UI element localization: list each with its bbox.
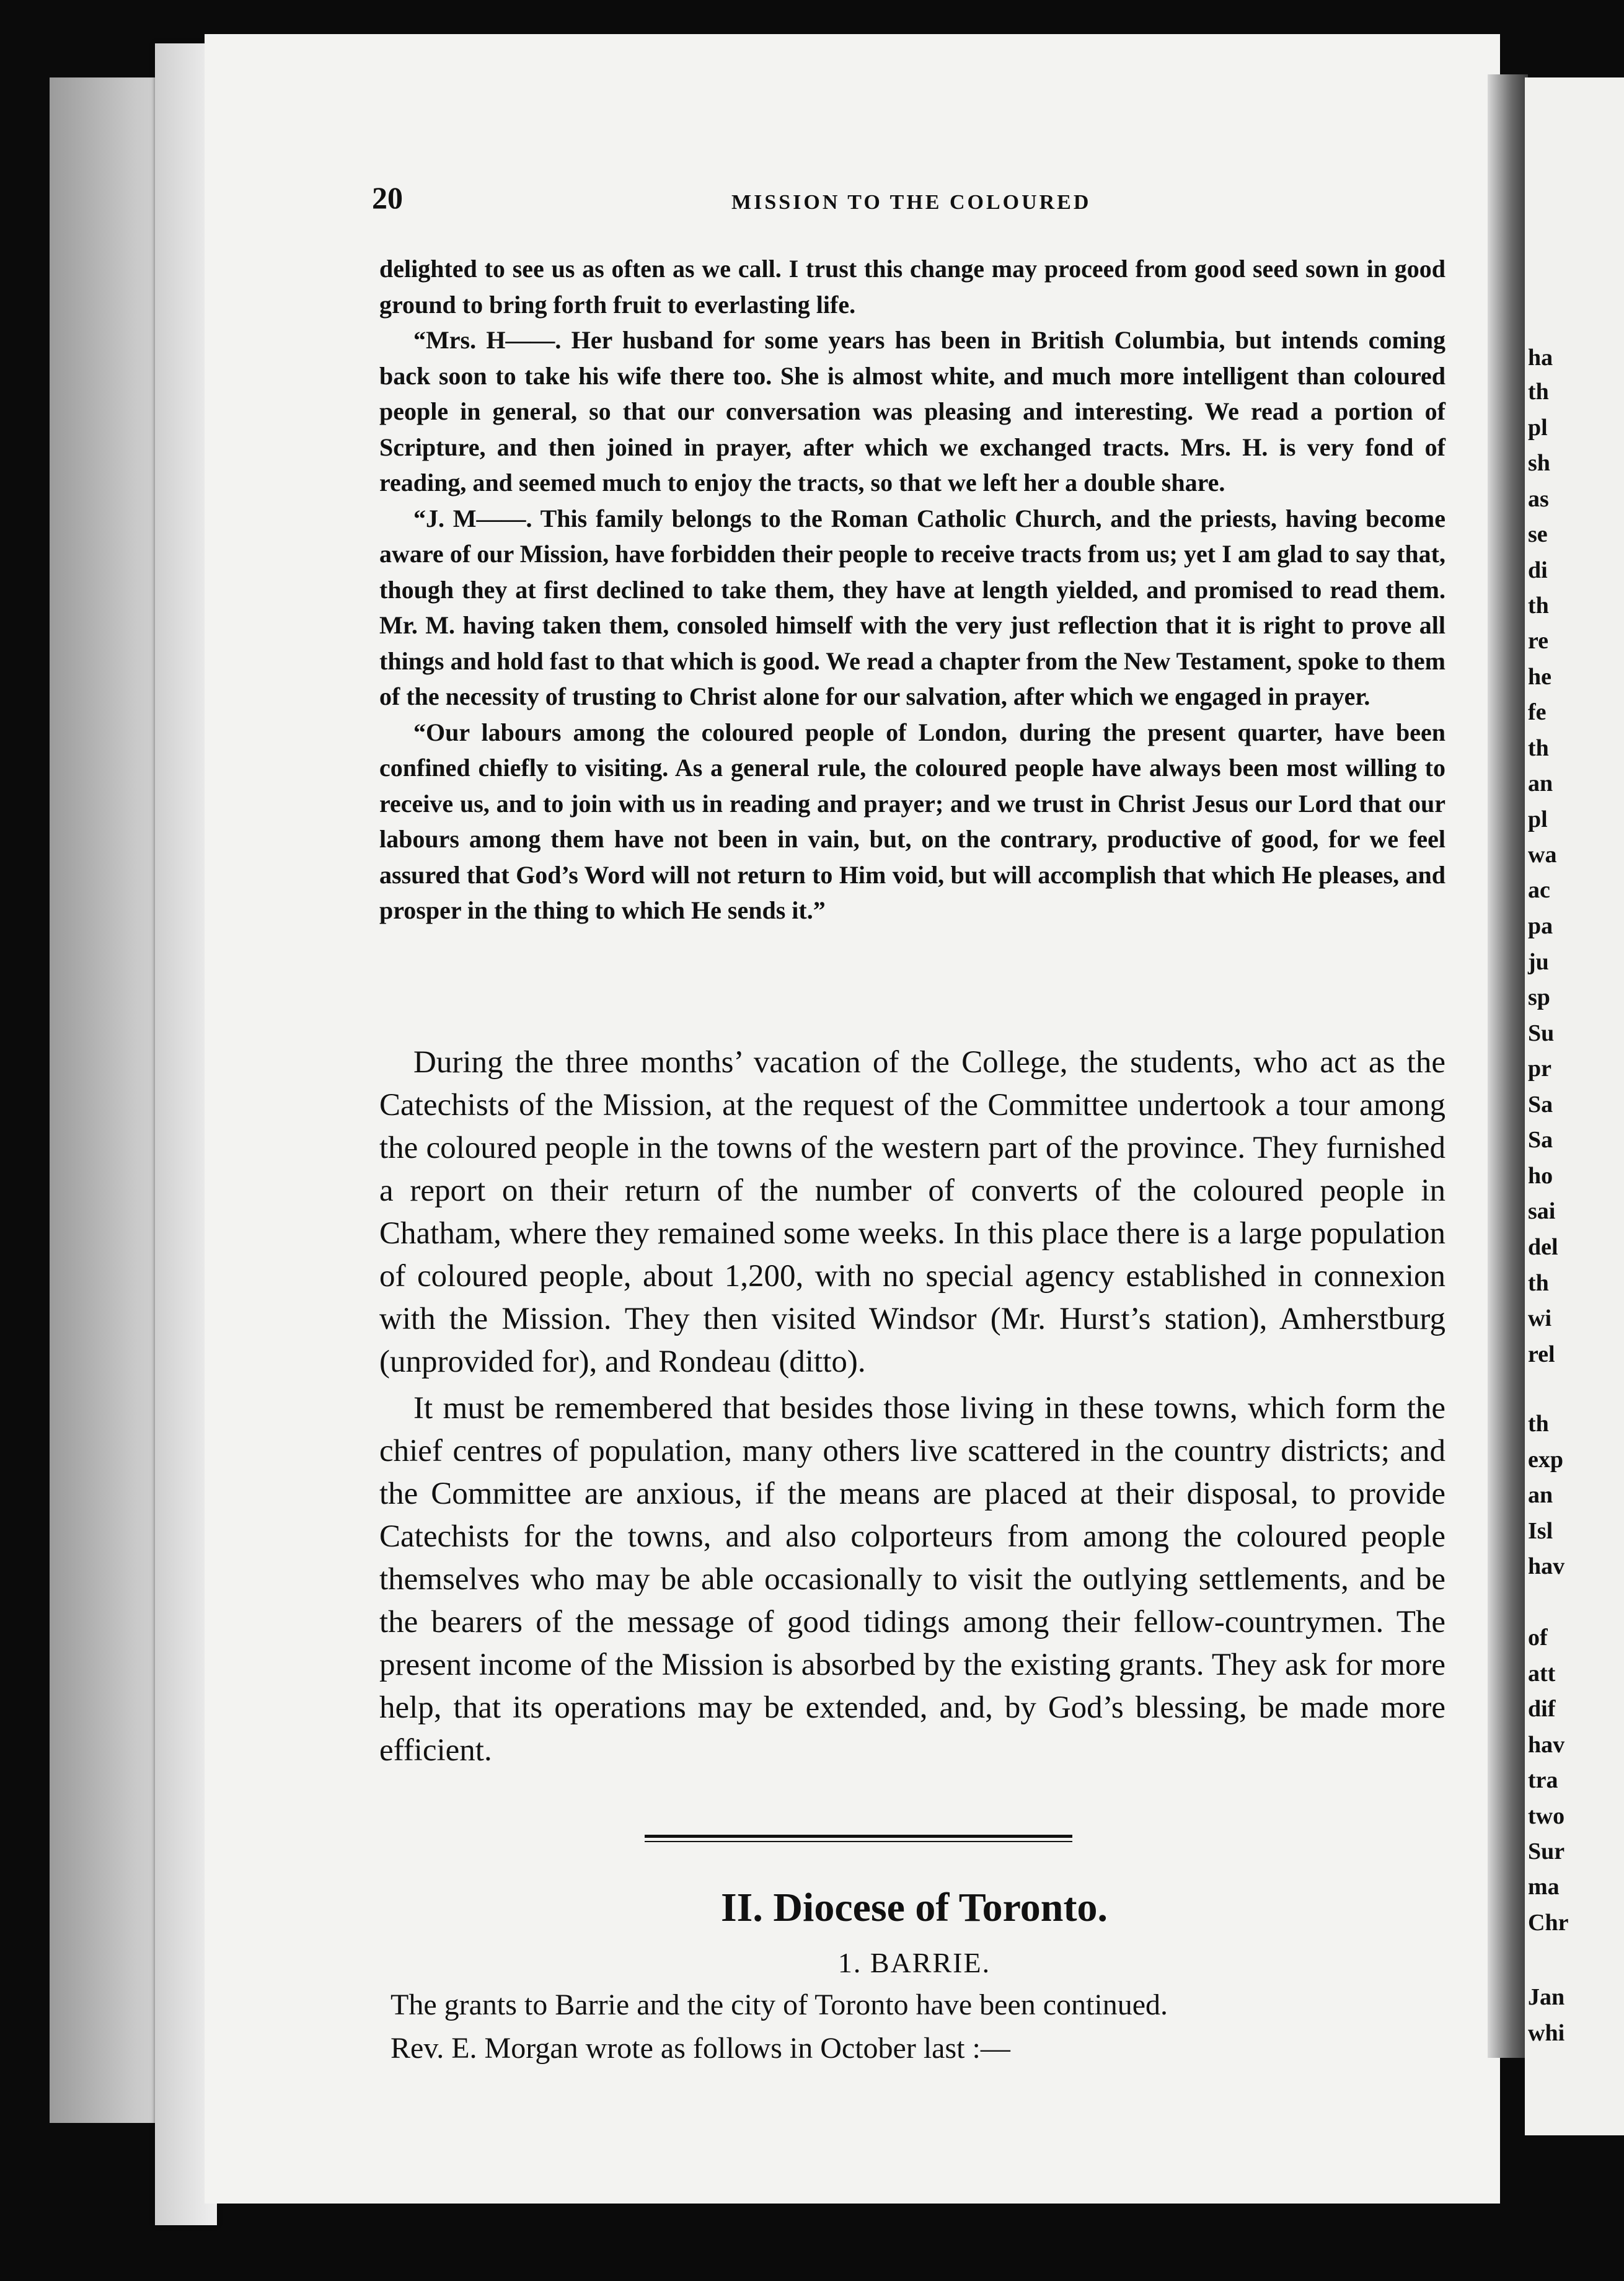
facing-page-fragment: th [1528, 1411, 1549, 1437]
facing-page-fragment: th [1528, 593, 1549, 619]
facing-page-fragment: whi [1528, 2020, 1565, 2046]
quoted-paragraph: “Mrs. H——. Her husband for some years has been in British Columbia, but intends coming back soon to take his wife there too. She is almost white, and much more intelligent than coloured people in general, so that our conversation was pleasing and interesting. We read a portion of Scripture, and then joined in prayer, after which we exchanged tracts. Mrs. H. is very fond of reading, and seemed much to enjoy the tracts, so that we left her a double share. [379, 326, 1445, 496]
section-divider [645, 1835, 1072, 1842]
facing-page-fragment: ha [1528, 345, 1553, 371]
quoted-paragraph: “Our labours among the coloured people of London, during the present quarter, have been confined chiefly to visiting. As a general rule, the coloured people have always been most willing to receive us, and to join with us in reading and prayer; and we trust in Christ Jesus our Lord that our labours among them have not been in vain, but, on the contrary, productive of good, for we feel assured that God’s Word will not return to Him void, but will accomplish that which He pleases, and prosper in the thing to which He sends it.” [379, 718, 1445, 924]
quoted-paragraph: “J. M——. This family belongs to the Roman Catholic Church, and the priests, having become aware of our Mission, have forbidden their people to receive tracts from us; yet I am glad to say that, though they at first declined to take them, they have at length yielded, and promised to read them. Mr. M. having taken them, consoled himself with the very just reflection that it is right to prove all things and hold fast to that which is good. We read a chapter from the New Testament, spoke to them of the necessity of trusting to Christ alone for our salvation, after which we engaged in prayer. [379, 504, 1445, 710]
facing-page-fragment: Chr [1528, 1910, 1569, 1936]
facing-page-fragment: wa [1528, 842, 1557, 868]
divider-thin-rule [645, 1841, 1072, 1842]
facing-page-fragment: rel [1528, 1341, 1555, 1367]
book-gutter [1488, 74, 1528, 2058]
facing-page-fragment: att [1528, 1661, 1556, 1687]
facing-page-fragment: Isl [1528, 1518, 1553, 1544]
facing-page-fragment: th [1528, 1270, 1549, 1296]
facing-page-fragment: two [1528, 1803, 1565, 1829]
facing-page-fragment: th [1528, 735, 1549, 761]
facing-page-fragment: as [1528, 486, 1549, 512]
facing-page-fragment: sp [1528, 984, 1550, 1010]
facing-page-fragment: sai [1528, 1198, 1556, 1224]
facing-page-fragment: Sa [1528, 1127, 1553, 1153]
facing-page-fragment: del [1528, 1234, 1558, 1260]
running-title: MISSION TO THE COLOURED [731, 191, 1092, 214]
facing-page-fragment: Sur [1528, 1838, 1565, 1864]
facing-page-fragment: ho [1528, 1163, 1553, 1189]
section-text [391, 1983, 1475, 2070]
facing-page-fragment: an [1528, 1482, 1553, 1508]
facing-page-fragment: ma [1528, 1874, 1560, 1900]
facing-page-fragment: th [1528, 379, 1549, 405]
facing-page-fragment: wi [1528, 1305, 1551, 1331]
facing-page-fragment: se [1528, 521, 1548, 547]
facing-page-fragment: Jan [1528, 1984, 1565, 2010]
facing-page-fragment: dif [1528, 1696, 1556, 1722]
facing-page-fragment: sh [1528, 450, 1550, 476]
facing-page-fragment: fe [1528, 699, 1547, 725]
facing-page-fragment: Su [1528, 1020, 1555, 1046]
quoted-paragraph: delighted to see us as often as we call. I trust this change may proceed from good seed sown in good ground to bring forth fruit to everlasting life. [379, 255, 1445, 319]
subsection-heading: 1. BARRIE. [837, 1947, 991, 1979]
facing-page-fragment: exp [1528, 1447, 1563, 1473]
facing-page-fragment: di [1528, 557, 1548, 583]
facing-page-fragment: Sa [1528, 1092, 1553, 1118]
facing-page-fragment: he [1528, 664, 1551, 690]
facing-page-fragment: pr [1528, 1056, 1551, 1082]
body-paragraph: It must be remembered that besides those living in these towns, which form the chief centres of population, many others live scattered in the country districts; and the Committee are anxious, if the means are placed at their disposal, to provide Catechists for the towns, and also colporteurs from among the coloured people themselves who may be able occasionally to visit the outlying settlements, and be the bearers of the message of good tidings among their fellow-countrymen. The present income of the Mission is absorbed by the existing grants. They ask for more help, that its operations may be extended, and, by God’s blessing, be made more efficient. [379, 1391, 1445, 1768]
facing-page-fragment: ju [1528, 949, 1549, 975]
section-line: Rev. E. Morgan wrote as follows in October last :— [391, 2032, 1010, 2065]
facing-page-fragment: of [1528, 1625, 1548, 1651]
facing-page-fragment: hav [1528, 1553, 1565, 1579]
body-paragraph: During the three months’ vacation of the College, the students, who act as the Catechists of the Mission, at the request of the Committee undertook a tour among the coloured people in the towns of the western part of the province. They furnished a report on their return of the number of converts of the coloured people in Chatham, where they remained some weeks. In this place there is a large population of coloured people, about 1,200, with no special agency established in connexion with the Mission. They then visited Windsor (Mr. Hurst’s station), Amherstburg (unprovided for), and Rondeau (ditto). [379, 1045, 1445, 1379]
running-header [372, 180, 1457, 217]
body-text [379, 1041, 1445, 1772]
facing-page-fragment: pa [1528, 913, 1553, 939]
facing-page-fragment: re [1528, 628, 1549, 654]
facing-page-fragment: pl [1528, 806, 1548, 832]
facing-page-fragment: an [1528, 770, 1553, 796]
page-number: 20 [372, 180, 403, 215]
divider-thick-rule [645, 1835, 1072, 1838]
facing-page-fragment: pl [1528, 415, 1548, 441]
facing-page-fragment: hav [1528, 1732, 1565, 1758]
quoted-report [379, 251, 1445, 929]
facing-page-fragment: ac [1528, 877, 1550, 903]
facing-page-fragment: tra [1528, 1767, 1558, 1793]
section-line: The grants to Barrie and the city of Toronto have been continued. [391, 1988, 1168, 2021]
section-heading: II. Diocese of Toronto. [721, 1885, 1108, 1930]
